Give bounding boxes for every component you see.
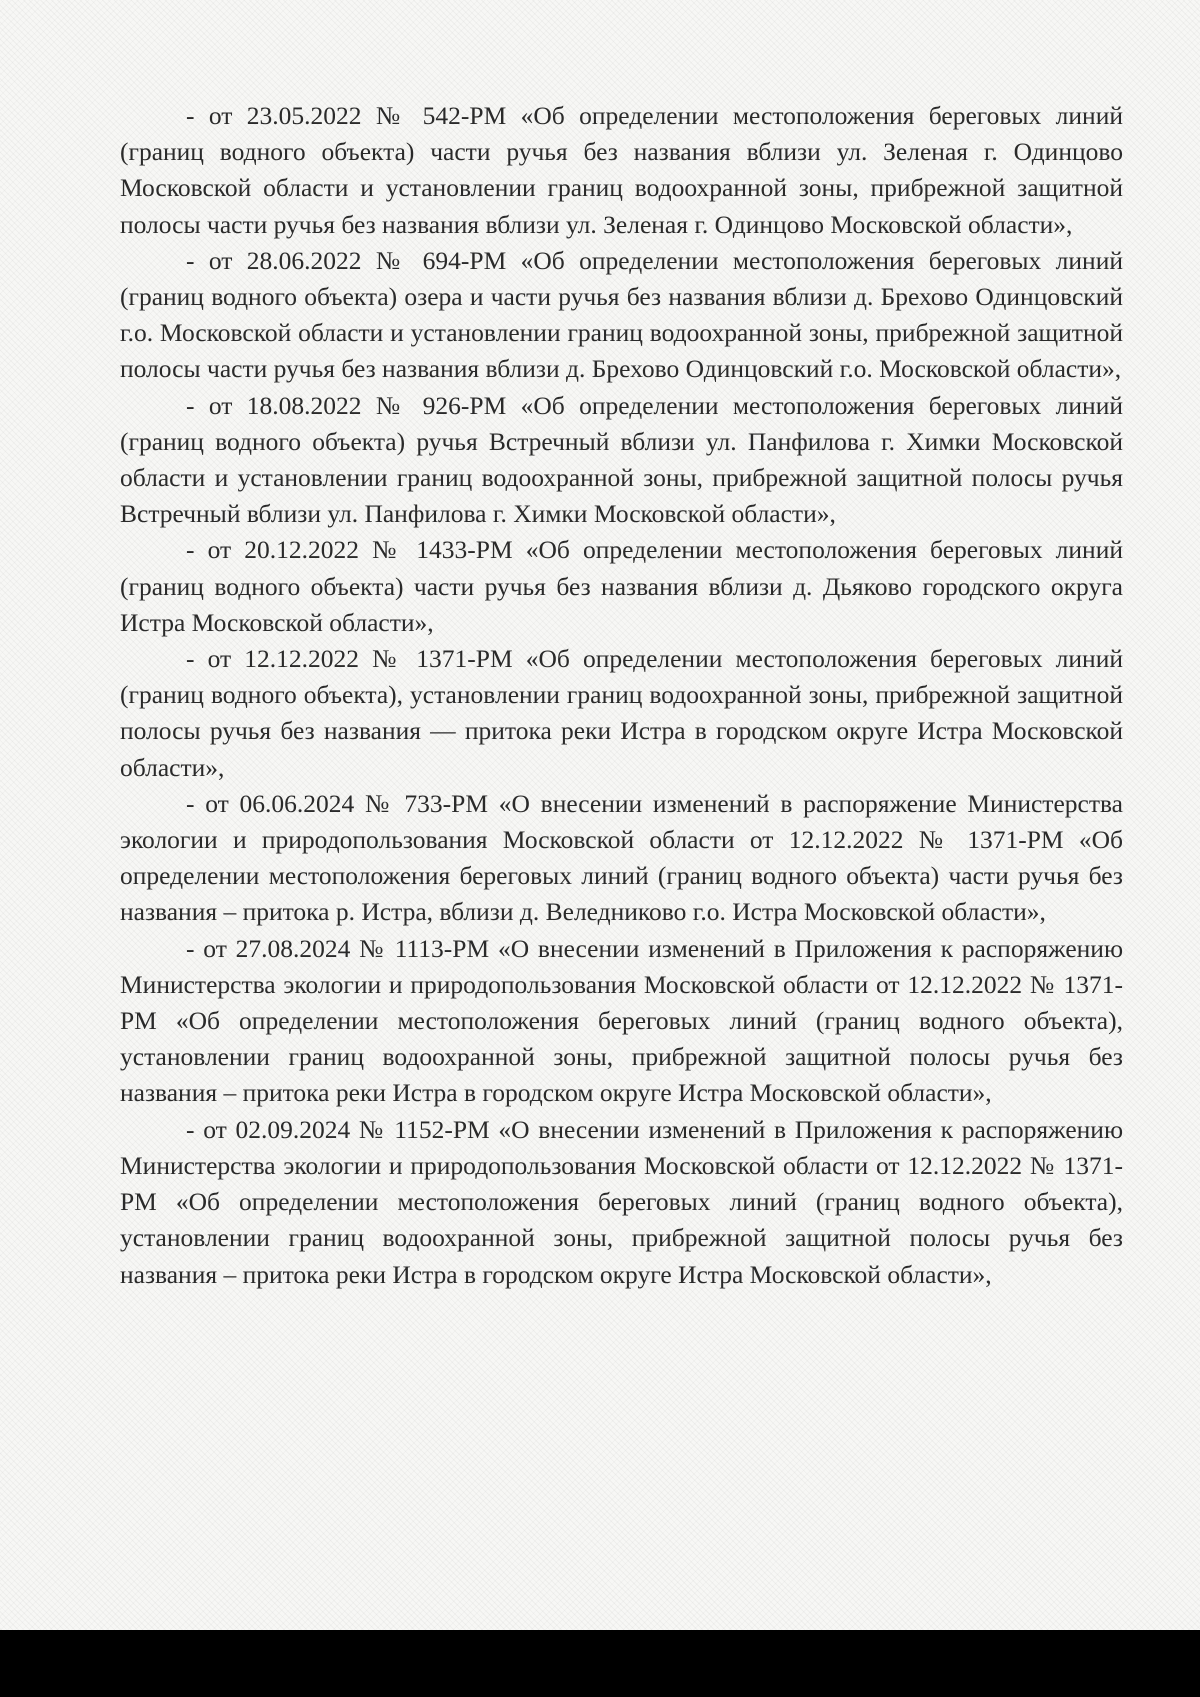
- document-body: [120, 98, 1123, 1293]
- paragraph-order-542: - от 23.05.2022 № 542-РМ «Об определении местоположения береговых линий (границ водного объекта) части ручья без названия вблизи ул. Зеленая г. Одинцово Московской области и установлении границ водоохранной зоны, прибрежной защитной полосы части ручья без названия вблизи ул. Зеленая г. Одинцово Московской области»,: [120, 101, 1123, 239]
- scan-bottom-edge: [0, 1630, 1200, 1697]
- paragraph-order-926: - от 18.08.2022 № 926-РМ «Об определении местоположения береговых линий (границ водного объекта) ручья Встречный вблизи ул. Панфилова г. Химки Московской области и установлении границ водоохранной зоны, прибрежной защитной полосы ручья Встречный вблизи ул. Панфилова г. Химки Московской области»,: [120, 390, 1123, 529]
- paragraph-order-1152: - от 02.09.2024 № 1152-РМ «О внесении изменений в Приложения к распоряжению Министерства экологии и природопользования Московской области от 12.12.2022 № 1371-РМ «Об определении местоположения береговых линий (границ водного объекта), установлении границ водоохранной зоны, прибрежной защитной полосы ручья без названия – притока реки Истра в городском округе Истра Московской области»,: [120, 1114, 1123, 1289]
- paragraph-order-733: - от 06.06.2024 № 733-РМ «О внесении изменений в распоряжение Министерства экологии и природопользования Московской области от 12.12.2022 № 1371-РМ «Об определении местоположения береговых линий (границ водного объекта) части ручья без названия – притока р. Истра, вблизи д. Веледниково г.о. Истра Московской области»,: [120, 788, 1123, 927]
- paragraph-order-694: - от 28.06.2022 № 694-РМ «Об определении местоположения береговых линий (границ водного объекта) озера и части ручья без названия вблизи д. Брехово Одинцовский г.о. Московской области и установлении границ водоохранной зоны, прибрежной защитной полосы части ручья без названия вблизи д. Брехово Одинцовский г.о. Московской области»,: [120, 245, 1123, 384]
- paragraph-order-1433: - от 20.12.2022 № 1433-РМ «Об определении местоположения береговых линий (границ водного объекта) части ручья без названия вблизи д. Дьяково городского округа Истра Московской области»,: [120, 535, 1123, 637]
- paragraph-order-1113: - от 27.08.2024 № 1113-РМ «О внесении изменений в Приложения к распоряжению Министерства экологии и природопользования Московской области от 12.12.2022 № 1371-РМ «Об определении местоположения береговых линий (границ водного объекта), установлении границ водоохранной зоны, прибрежной защитной полосы ручья без названия – притока реки Истра в городском округе Истра Московской области»,: [120, 933, 1123, 1108]
- paragraph-order-1371: - от 12.12.2022 № 1371-РМ «Об определении местоположения береговых линий (границ водного объекта), установлении границ водоохранной зоны, прибрежной защитной полосы ручья без названия — притока реки Истра в городском округе Истра Московской области»,: [120, 644, 1123, 782]
